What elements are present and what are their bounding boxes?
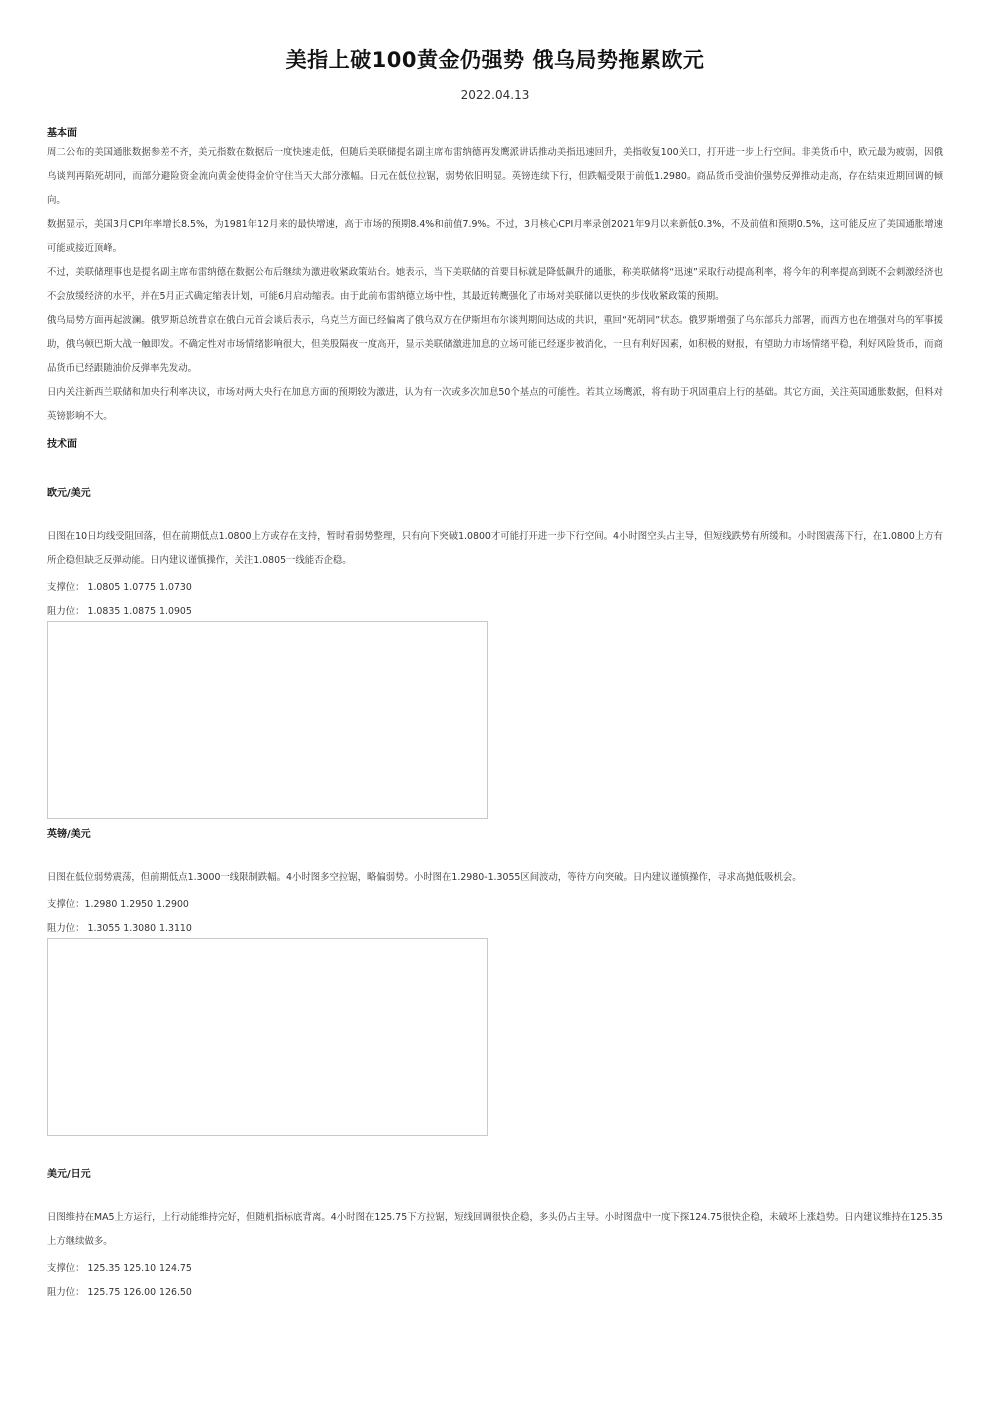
- chart-image-eurusd: [47, 621, 488, 819]
- pair-heading-usdjpy: 美元/日元: [47, 1169, 91, 1180]
- resistance-levels-gbpusd: 阻力位： 1.3055 1.3080 1.3110: [47, 923, 192, 934]
- support-levels-usdjpy: 支撑位： 125.35 125.10 124.75: [47, 1263, 192, 1274]
- fundamentals-paragraph-2: 数据显示，美国3月CPI年率增长8.5%，为1981年12月来的最快增速，高于市场的预期8.4%和前值7.9%。不过，3月核心CPI月率录创2021年9月以来新低0.3%，不及前值和预期0.5%，这可能反应了美国通胀增速可能或接近顶峰。: [47, 219, 943, 254]
- fundamentals-paragraph-3: 不过，美联储理事也是提名副主席布雷纳德在数据公布后继续为激进收紧政策站台。她表示，当下美联储的首要目标就是降低飙升的通胀，称美联储将“迅速”采取行动提高利率，将今年的利率提高到既不会刺激经济也不会放缓经济的水平，并在5月正式确定缩表计划，可能6月启动缩表。由于此前布雷纳德立场中性，其最近转鹰强化了市场对美联储以更快的步伐收紧政策的预期。: [47, 267, 943, 302]
- fundamentals-heading: 基本面: [47, 128, 77, 139]
- fundamentals-paragraph-4: 俄乌局势方面再起波澜。俄罗斯总统普京在俄白元首会谈后表示，乌克兰方面已经偏离了俄乌双方在伊斯坦布尔谈判期间达成的共识，重回“死胡同”状态。俄罗斯增强了乌东部兵力部署，而西方也在增强对乌的军事援助，俄乌顿巴斯大战一触即发。不确定性对市场情绪影响很大，但美股隔夜一度高开，显示美联储激进加息的立场可能已经逐步被消化，一旦有利好因素，如积极的财报，有望助力市场情绪平稳，利好风险货币，而商品货币已经跟随油价反弹率先发动。: [47, 315, 943, 374]
- fundamentals-paragraph-5: 日内关注新西兰联储和加央行利率决议，市场对两大央行在加息方面的预期较为激进，认为有一次或多次加息50个基点的可能性。若其立场鹰派，将有助于巩固重启上行的基础。其它方面，关注英国通胀数据，但料对英镑影响不大。: [47, 387, 943, 422]
- chart-image-gbpusd: [47, 938, 488, 1136]
- pair-heading-gbpusd: 英镑/美元: [47, 829, 91, 840]
- pair-analysis-eurusd: 日图在10日均线受阻回落，但在前期低点1.0800上方或存在支持，暂时看弱势整理，只有向下突破1.0800才可能打开进一步下行空间。4小时图空头占主导，但短线跌势有所缓和。小时图震荡下行，在1.0800上方有所企稳但缺乏反弹动能。日内建议谨慎操作，关注1.0805一线能否企稳。: [47, 531, 943, 566]
- support-levels-eurusd: 支撑位： 1.0805 1.0775 1.0730: [47, 582, 192, 593]
- document-title: 美指上破100黄金仍强势 俄乌局势拖累欧元: [285, 48, 705, 72]
- technical-heading: 技术面: [47, 439, 77, 450]
- pair-analysis-gbpusd: 日图在低位弱势震荡，但前期低点1.3000一线限制跌幅。4小时图多空拉锯，略偏弱势。小时图在1.2980-1.3055区间波动，等待方向突破。日内建议谨慎操作，寻求高抛低吸机会。: [47, 872, 802, 883]
- support-levels-gbpusd: 支撑位：1.2980 1.2950 1.2900: [47, 899, 189, 910]
- fundamentals-paragraph-1: 周二公布的美国通胀数据参差不齐，美元指数在数据后一度快速走低，但随后美联储提名副主席布雷纳德再发鹰派讲话推动美指迅速回升，美指收复100关口，打开进一步上行空间。非美货币中，欧元最为疲弱，因俄乌谈判再陷死胡同，而部分避险资金流向黄金使得金价守住当天大部分涨幅。日元在低位拉锯，弱势依旧明显。英镑连续下行，但跌幅受限于前低1.2980。商品货币受油价强势反弹推动走高，存在结束近期回调的倾向。: [47, 147, 943, 206]
- resistance-levels-usdjpy: 阻力位： 125.75 126.00 126.50: [47, 1287, 192, 1298]
- document-date: 2022.04.13: [460, 88, 530, 102]
- pair-analysis-usdjpy: 日图维持在MA5上方运行，上行动能维持完好，但随机指标底背离。4小时图在125.75下方拉锯，短线回调很快企稳，多头仍占主导。小时图盘中一度下探124.75很快企稳，未破坏上涨趋势。日内建议维持在125.35上方继续做多。: [47, 1212, 943, 1247]
- resistance-levels-eurusd: 阻力位： 1.0835 1.0875 1.0905: [47, 606, 192, 617]
- pair-heading-eurusd: 欧元/美元: [47, 488, 91, 499]
